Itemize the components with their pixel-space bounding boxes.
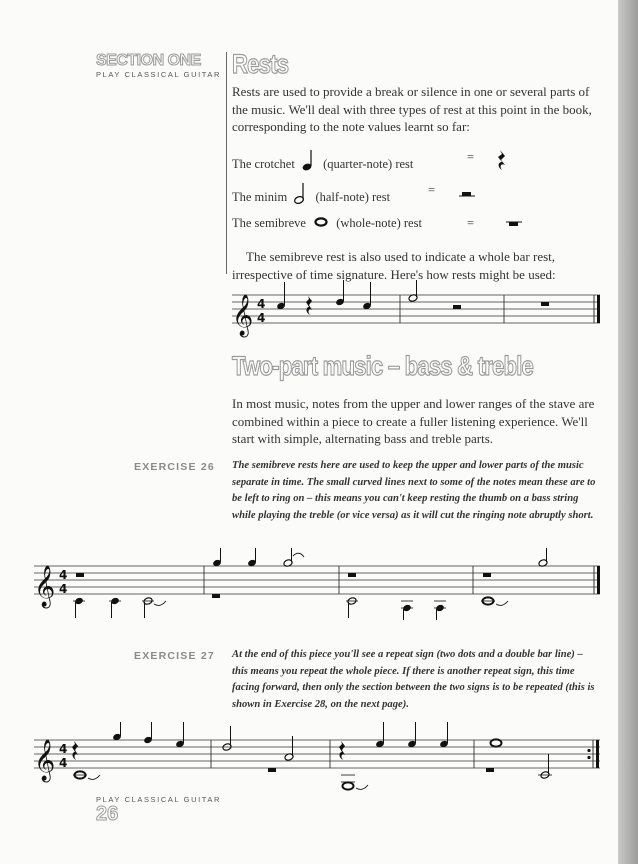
rest-desc: (half-note) rest	[315, 190, 391, 204]
time-sig-bottom: 4	[59, 756, 68, 770]
time-sig-bottom: 4	[59, 582, 68, 596]
semibreve-rest-icon	[348, 573, 356, 577]
two-part-intro: In most music, notes from the upper and lower ranges of the stave are combined within a piece to create a fuller listening experience. We'll start with simple, alternating bass and treble parts.	[232, 396, 595, 446]
note	[407, 722, 417, 748]
rest-desc: (whole-note) rest	[336, 216, 422, 230]
equals-sign: =	[467, 216, 475, 230]
repeat-bar-line	[596, 740, 599, 768]
crotchet-rest-icon	[496, 149, 508, 171]
rest-row-semibreve	[232, 216, 422, 231]
rest-desc: (quarter-note) rest	[323, 157, 414, 171]
rests-intro: Rests are used to provide a break or silence in one or several parts of the music. We'll deal with three types of rest at this point in the book, corresponding to the note values learnt so far:	[232, 84, 592, 134]
minim-note	[538, 548, 548, 567]
rests-heading: Rests	[232, 49, 289, 79]
exercise-text: At the end of this piece you'll see a repeat sign (two dots and a double bar line) – this means you repeat the whole piece. If there is another repeat sign, this time facing forward, then only the section between the two signs is to be repeated (this is shown in Exercise 28, on the next page).	[232, 649, 595, 710]
staff-rests-example	[228, 280, 608, 340]
exercise-text: The semibreve rests here are used to keep the upper and lower parts of the music separate in time. The small curved lines next to some of the notes mean these are to be left to ring on – this means you can't keep resting the thumb on a bass string while playing the treble (or vice versa) as it will cut the ringing note abruptly short.	[232, 460, 596, 521]
note	[247, 548, 257, 567]
note	[439, 722, 449, 748]
time-sig-top: 4	[59, 742, 68, 756]
minim-rest-icon	[486, 768, 494, 772]
minim-note	[283, 548, 304, 567]
time-sig-bottom: 4	[257, 311, 266, 325]
section-subtitle: PLAY CLASSICAL GUITAR	[96, 70, 222, 79]
note	[112, 722, 122, 741]
page-edge	[618, 0, 638, 864]
note	[175, 722, 185, 748]
staff-exercise-27	[30, 722, 605, 794]
note	[212, 548, 222, 567]
note	[335, 280, 345, 306]
footer-subtitle: PLAY CLASSICAL GUITAR	[96, 795, 222, 804]
time-sig-top: 4	[257, 297, 266, 311]
bass-note	[401, 601, 413, 620]
section-title: SECTION ONE	[96, 52, 201, 69]
minim-rest-icon	[459, 187, 475, 199]
two-part-heading: Two-part music – bass & treble	[232, 351, 534, 381]
minim-note-icon	[293, 183, 309, 205]
semibreve-rest-icon	[506, 219, 522, 231]
treble-clef-icon: 𝄞	[232, 295, 254, 336]
crotchet-rest-icon	[339, 741, 345, 760]
minim-rest-icon	[483, 573, 491, 577]
final-bar-line	[597, 566, 600, 594]
vertical-rule	[226, 52, 227, 274]
minim-note	[222, 726, 232, 751]
staff-exercise-26	[30, 548, 605, 620]
exercise-label: EXERCISE 26	[134, 461, 215, 473]
semibreve-rest-icon	[212, 594, 220, 598]
crotchet-rest-icon	[306, 296, 312, 315]
repeat-dot	[587, 749, 590, 752]
bass-note	[341, 775, 368, 790]
bass-note	[142, 597, 166, 618]
note	[375, 722, 385, 748]
rest-row-crotchet	[232, 150, 413, 172]
whole-note	[491, 739, 502, 746]
semibreve-rest-icon	[268, 768, 276, 772]
semibreve-note-icon	[312, 216, 330, 228]
treble-clef-icon: 𝄞	[34, 566, 56, 607]
note	[362, 282, 372, 310]
equals-sign: =	[428, 183, 436, 197]
crotchet-rest-icon	[72, 741, 78, 760]
exercise-label: EXERCISE 27	[134, 650, 215, 662]
bass-note	[109, 597, 121, 618]
semibreve-rest-icon	[76, 573, 84, 577]
rest-name: The semibreve	[232, 216, 306, 230]
repeat-dot	[587, 756, 590, 759]
crotchet-note-icon	[301, 150, 317, 172]
minim-rest-icon	[453, 305, 461, 309]
bass-note	[346, 597, 358, 618]
time-sig-top: 4	[59, 568, 68, 582]
note	[143, 722, 153, 744]
bass-note	[434, 601, 446, 620]
bass-note	[481, 597, 508, 605]
bass-note	[73, 771, 100, 779]
minim-note	[408, 280, 418, 302]
minim-note	[538, 754, 552, 779]
equals-sign: =	[467, 150, 475, 164]
rests-outro: The semibreve rest is also used to indicate a whole bar rest, irrespective of time signature. Here's how rests might be used:	[232, 249, 556, 282]
treble-clef-icon: 𝄞	[34, 740, 56, 781]
bass-note	[73, 597, 85, 618]
final-bar-line	[597, 295, 600, 323]
rest-row-minim	[232, 183, 390, 205]
note	[276, 282, 286, 310]
page-number: 26	[96, 803, 119, 825]
semibreve-rest-icon	[541, 302, 549, 306]
rest-name: The crotchet	[232, 157, 295, 171]
rest-name: The minim	[232, 190, 288, 204]
